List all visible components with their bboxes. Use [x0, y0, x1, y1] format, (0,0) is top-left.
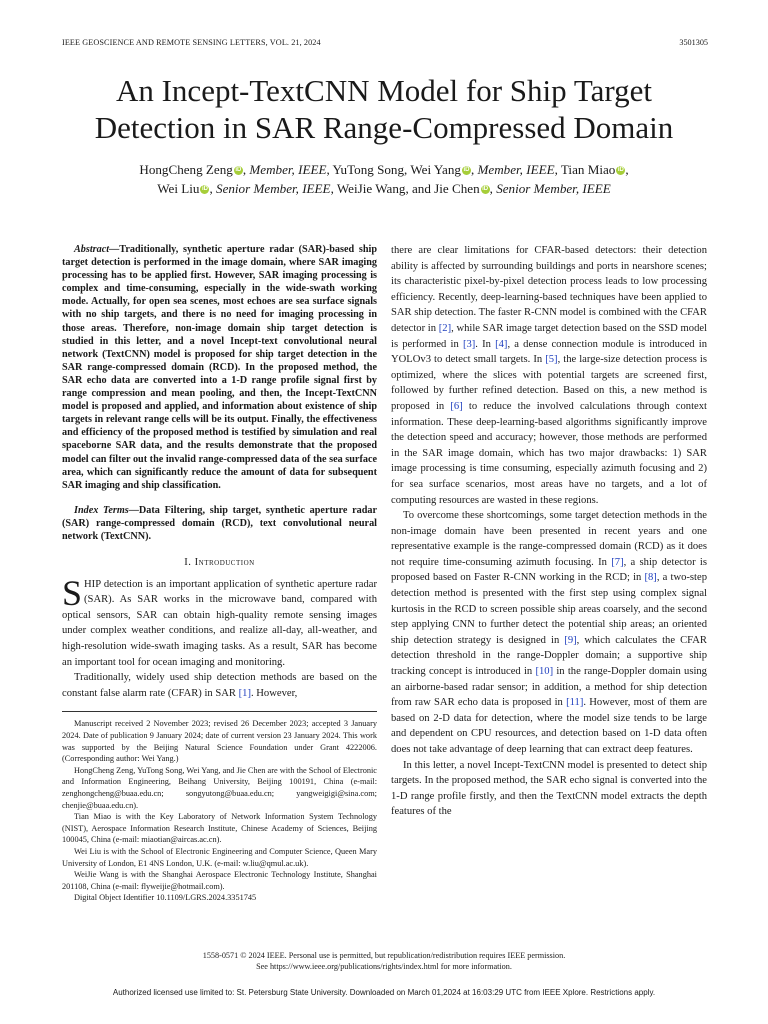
abstract [62, 243, 377, 492]
footnote: Wei Liu is with the School of Electronic Engineering and Computer Science, Queen Mary University of London, E1 4NS London, U.K. (e-mail: w.liu@qmul.ac.uk). [62, 846, 377, 868]
footnote: Manuscript received 2 November 2023; revised 26 December 2023; accepted 3 January 2024. Date of publication 9 January 2024; date of current version 23 January 2024. This work was supported by the Beijing Natural Science Foundation under Grant 4222006. (Corresponding author: Wei Yang.) [62, 719, 377, 764]
journal-header: IEEE GEOSCIENCE AND REMOTE SENSING LETTERS, VOL. 21, 2024 [62, 38, 321, 47]
copyright-line: 1558-0571 © 2024 IEEE. Personal use is permitted, but republication/redistribution requires IEEE permission. [202, 951, 566, 960]
citation-link[interactable]: [2] [438, 322, 452, 334]
footnote: HongCheng Zeng, YuTong Song, Wei Yang, and Jie Chen are with the School of Electronic and Information Engineering, Beihang University, Beijing 100191, China (e-mail: zenghongcheng@buaa.edu.cn; songyutong@buaa.edu.cn; yangweigigi@sina.com; chenjie@buaa.edu.cn). [62, 765, 377, 810]
author-name: WeiJie Wang [336, 181, 406, 196]
index-terms [62, 504, 377, 543]
footnote-divider [62, 711, 377, 712]
citation-link[interactable]: [7] [611, 556, 624, 568]
citation-link[interactable]: [3] [462, 338, 476, 350]
author-role: Member, IEEE [249, 162, 327, 177]
author-name: Tian Miao [560, 162, 616, 177]
author-list: HongCheng Zeng iD , Member, IEEE, YuTong Song, Wei Yang iD , Member, IEEE, Tian Miao iD , Wei Liu iD , Senior Member, IEEE, WeiJie Wang, and Jie Chen iD , Senior Member, IEEE [139, 162, 629, 196]
intro-p2-text: Traditionally, widely used ship detection methods are based on the constant false alarm rate (CFAR) in SAR [62, 672, 377, 699]
footnote: Tian Miao is with the Key Laboratory of Network Information System Technology (NIST), Aerospace Information Research Institute, Chinese Academy of Sciences, Beijing 100045, China (e-mail: miaotian@aircas.ac.cn). [62, 812, 377, 845]
right-column [391, 243, 707, 820]
author-name: HongCheng Zeng [139, 162, 233, 177]
orcid-icon[interactable]: iD [482, 186, 489, 192]
orcid-icon[interactable]: iD [463, 167, 470, 173]
intro-paragraph-1 [62, 572, 377, 671]
intro-p2-tail: . However, [250, 687, 298, 699]
author-name: YuTong Song [332, 162, 405, 177]
orcid-icon[interactable]: iD [201, 186, 208, 192]
orcid-icon[interactable]: iD [235, 167, 242, 173]
citation-link[interactable]: [11] [566, 697, 584, 709]
citation-link[interactable]: [4] [495, 338, 508, 350]
author-name: Wei Yang [410, 162, 461, 177]
section-heading [62, 555, 377, 571]
footnote: Digital Object Identifier 10.1109/LGRS.2024.3351745 [74, 893, 257, 903]
title-line-2: Detection in SAR Range-Compressed Domain [94, 110, 674, 145]
footnote: WeiJie Wang is with the Shanghai Aerospace Electronic Technology Institute, Shanghai 201108, China (e-mail: flyweijie@hotmail.com). [62, 870, 377, 891]
title-line-1: An Incept-TextCNN Model for Ship Target [115, 73, 653, 108]
author-name: Wei Liu [157, 181, 200, 196]
citation-link[interactable]: [9] [564, 634, 577, 646]
right-paragraph-2: To overcome these shortcomings, some target detection methods in the non-image domain have been presented in recent years and one representative example is the range-compressed domain (RCD) as it does not require time-consuming azimuth focusing. In [7], a ship detector is proposed based on Faster R-CNN working in the RCD; in [8], a two-step detection method is presented with the first step using complex signal kurtosis in the RCD to screen possible ship areas coarsely, and the second step applying CNN to further detect the potential ship areas; an oriented ship detection strategy is designed in [9], which calculates the CFAR detection threshold in the range-Doppler domain; a supportive ship tracking concept is introduced in [10] in the range-Doppler domain using an airborne-based radar sensor; in addition, a method for ship detection from raw SAR echo data is proposed in [11]. However, most of them are based on 2-D data for detection, where the model size tends to be large and dependent on CPU resources, and detection based on 1-D data often does not take advantage of deep learning that can extract deep features. [391, 510, 708, 755]
author-role: Member, IEEE [477, 162, 555, 177]
index-terms-text: Data Filtering, ship target, synthetic aperture radar (SAR) range-compressed domain (RCD), text convolutional neural network (TextCNN). [62, 504, 377, 542]
section-number: I. [184, 557, 195, 569]
section-title: Introduction [194, 557, 255, 569]
abstract-label: Abstract— [74, 244, 120, 255]
right-paragraph-3: In this letter, a novel Incept-TextCNN model is presented to detect ship targets. In the proposed method, the SAR echo signal is converted into the 1-D range profile firstly, and then the TextCNN model extracts the depth features of the [391, 759, 707, 818]
citation-link[interactable]: [10] [535, 666, 554, 678]
authorized-use-notice: Authorized licensed use limited to: St. Petersburg State University. Downloaded on March 01,2024 at 16:03:29 UTC from IEEE Xplore. Restrictions apply. [112, 988, 656, 997]
footnotes [62, 718, 377, 904]
citation-link[interactable]: [8] [644, 572, 657, 584]
paper-title [40, 72, 728, 146]
intro-p1-text: HIP detection is an important application of synthetic aperture radar (SAR). As SAR works in the microwave band, compared with optical sensors, SAR can obtain high-quality remote sensing images under complex weather conditions, and realize all-day, all-weather, and high-resolution wide-swath imaging tasks. As a result, SAR has become an important tool for ocean imaging and monitoring. [62, 578, 377, 668]
article-number: 3501305 [679, 38, 708, 47]
citation-link[interactable]: [6] [450, 400, 463, 412]
author-role: Senior Member, IEEE [496, 181, 611, 196]
index-terms-label: Index Terms— [74, 504, 139, 516]
citation-link[interactable]: [1] [238, 687, 251, 699]
rights-url-line: See https://www.ieee.org/publications/rights/index.html for more information. [256, 962, 512, 971]
drop-cap: S [62, 572, 83, 613]
orcid-icon[interactable]: iD [617, 167, 624, 173]
abstract-text: Traditionally, synthetic aperture radar (SAR)-based ship target detection is performed in the image domain, where SAR imaging processing has to be applied first. However, SAR imaging processing is complex and time-consuming, especially in the wide-swath working mode. Actually, for open sea scenes, most echoes are sea surface signals with no ship targets, and there is no need for imaging processing in those areas. Therefore, non-image domain ship target detection is studied in this letter, and a novel Incept-text convolutional neural network (TextCNN) model is proposed for ship target detection in the SAR range-compressed domain (RCD). In the proposed method, the SAR echo data are converted into a 1-D range profile signal first by range compression and mean pooling, and then, the Incept-TextCNN model is proposed and applied, and information about existence of ship targets in relevant range cells will be its output. Finally, the effectiveness and efficiency of the proposed method is testified by simulation and real spaceborne SAR data, and the results demonstrate that the proposed model can filter out the invalid range-compressed data of the sea surface area, which can significantly reduce the amount of data for subsequent SAR imaging and ship classification. [62, 244, 377, 491]
author-name: Jie Chen [434, 181, 480, 196]
intro-paragraph-2 [62, 670, 377, 701]
left-column [62, 243, 377, 904]
citation-link[interactable]: [5] [545, 354, 558, 366]
author-role: Senior Member, IEEE [216, 181, 331, 196]
right-paragraph-1: there are clear limitations for CFAR-based detectors: their detection ability is affected by surrounding buildings and ports in nearshore scenes; its characteristic pixel-by-pixel detection process leads to low processing efficiency. Recently, deep-learning-based techniques have been applied to SAR ship detection. The faster R-CNN model is combined with the CFAR detector in [2], while SAR image target detection based on the SSD model is performed in [3]. In [4], a dense connection module is introduced in YOLOv3 to detect small targets. In [5], the large-size detection process is optimized, where the slices with potential targets are screened first, followed by further refined detection. Based on this, a new method is proposed in [6] to reduce the involved calculations through context information. These deep-learning-based algorithms significantly improve the detection speed and accuracy; however, those methods are performed in the SAR image domain, which has two major drawbacks: 1) SAR image processing is time consuming, especially azimuth focusing and 2) for sea surface scenarios, most areas have no targets, and a lot of computing resources are wasted in these regions. [391, 245, 708, 506]
copyright-footer [0, 950, 768, 972]
